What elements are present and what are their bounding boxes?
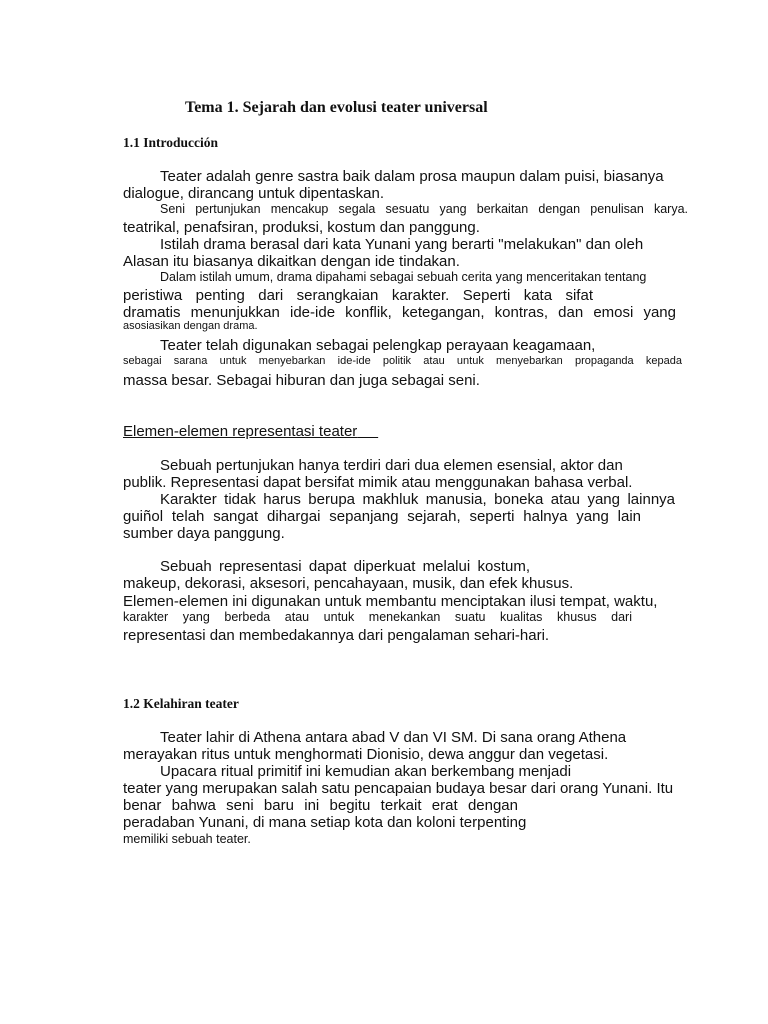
paragraph-line: publik. Representasi dapat bersifat mimik atau menggunakan bahasa verbal. <box>123 474 633 491</box>
paragraph-line: Alasan itu biasanya dikaitkan dengan ide tindakan. <box>123 253 460 270</box>
paragraph-line: Teater adalah genre sastra baik dalam prosa maupun dalam puisi, biasanya <box>160 168 664 185</box>
paragraph-line: massa besar. Sebagai hiburan dan juga sebagai seni. <box>123 372 480 389</box>
document-title: Tema 1. Sejarah dan evolusi teater universal <box>185 99 488 116</box>
paragraph-line: Karakter tidak harus berupa makhluk manusia, boneka atau yang lainnya <box>160 491 675 508</box>
paragraph-line: representasi dan membedakannya dari pengalaman sehari-hari. <box>123 627 550 644</box>
paragraph-line: dialogue, dirancang untuk dipentaskan. <box>123 185 385 202</box>
paragraph-line: Sebuah representasi dapat diperkuat melalui kostum, <box>160 558 530 575</box>
paragraph-line: Elemen-elemen ini digunakan untuk membantu menciptakan ilusi tempat, waktu, <box>123 593 658 610</box>
paragraph-line: sebagai sarana untuk menyebarkan ide-ide politik atau untuk menyebarkan propaganda kepada <box>123 355 682 367</box>
paragraph-line: benar bahwa seni baru ini begitu terkait erat dengan <box>123 797 518 814</box>
paragraph-line: Seni pertunjukan mencakup segala sesuatu yang berkaitan dengan penulisan karya. <box>160 202 688 216</box>
paragraph-line: Istilah drama berasal dari kata Yunani yang berarti "melakukan" dan oleh <box>160 236 644 253</box>
paragraph-line: teater yang merupakan salah satu pencapaian budaya besar dari orang Yunani. Itu <box>123 780 674 797</box>
paragraph-line: dramatis menunjukkan ide-ide konflik, ketegangan, kontras, dan emosi yang <box>123 304 676 321</box>
paragraph-line: memiliki sebuah teater. <box>123 832 251 846</box>
paragraph-line: merayakan ritus untuk menghormati Dionisio, dewa anggur dan vegetasi. <box>123 746 609 763</box>
section-heading-kelahiran: 1.2 Kelahiran teater <box>123 696 239 711</box>
paragraph-line: makeup, dekorasi, aksesori, pencahayaan, musik, dan efek khusus. <box>123 575 574 592</box>
paragraph-line: peradaban Yunani, di mana setiap kota dan koloni terpenting <box>123 814 527 831</box>
paragraph-line: Teater lahir di Athena antara abad V dan VI SM. Di sana orang Athena <box>160 729 627 746</box>
section-heading-elemen: Elemen-elemen representasi teater <box>123 423 358 440</box>
paragraph-line: Upacara ritual primitif ini kemudian akan berkembang menjadi <box>160 763 572 780</box>
paragraph-line: teatrikal, penafsiran, produksi, kostum dan panggung. <box>123 219 480 236</box>
paragraph-line: asosiasikan dengan drama. <box>123 320 258 332</box>
section-heading-introduccion: 1.1 Introducción <box>123 135 219 150</box>
paragraph-line: Dalam istilah umum, drama dipahami sebagai sebuah cerita yang menceritakan tentang <box>160 270 647 284</box>
paragraph-line: peristiwa penting dari serangkaian karakter. Seperti kata sifat <box>123 287 593 304</box>
paragraph-line: guiñol telah sangat dihargai sepanjang sejarah, seperti halnya yang lain <box>123 508 641 525</box>
paragraph-line: sumber daya panggung. <box>123 525 285 542</box>
paragraph-line: Teater telah digunakan sebagai pelengkap perayaan keagamaan, <box>160 337 596 354</box>
paragraph-line: karakter yang berbeda atau untuk menekankan suatu kualitas khusus dari <box>123 610 632 624</box>
paragraph-line: Sebuah pertunjukan hanya terdiri dari dua elemen esensial, aktor dan <box>160 457 623 474</box>
